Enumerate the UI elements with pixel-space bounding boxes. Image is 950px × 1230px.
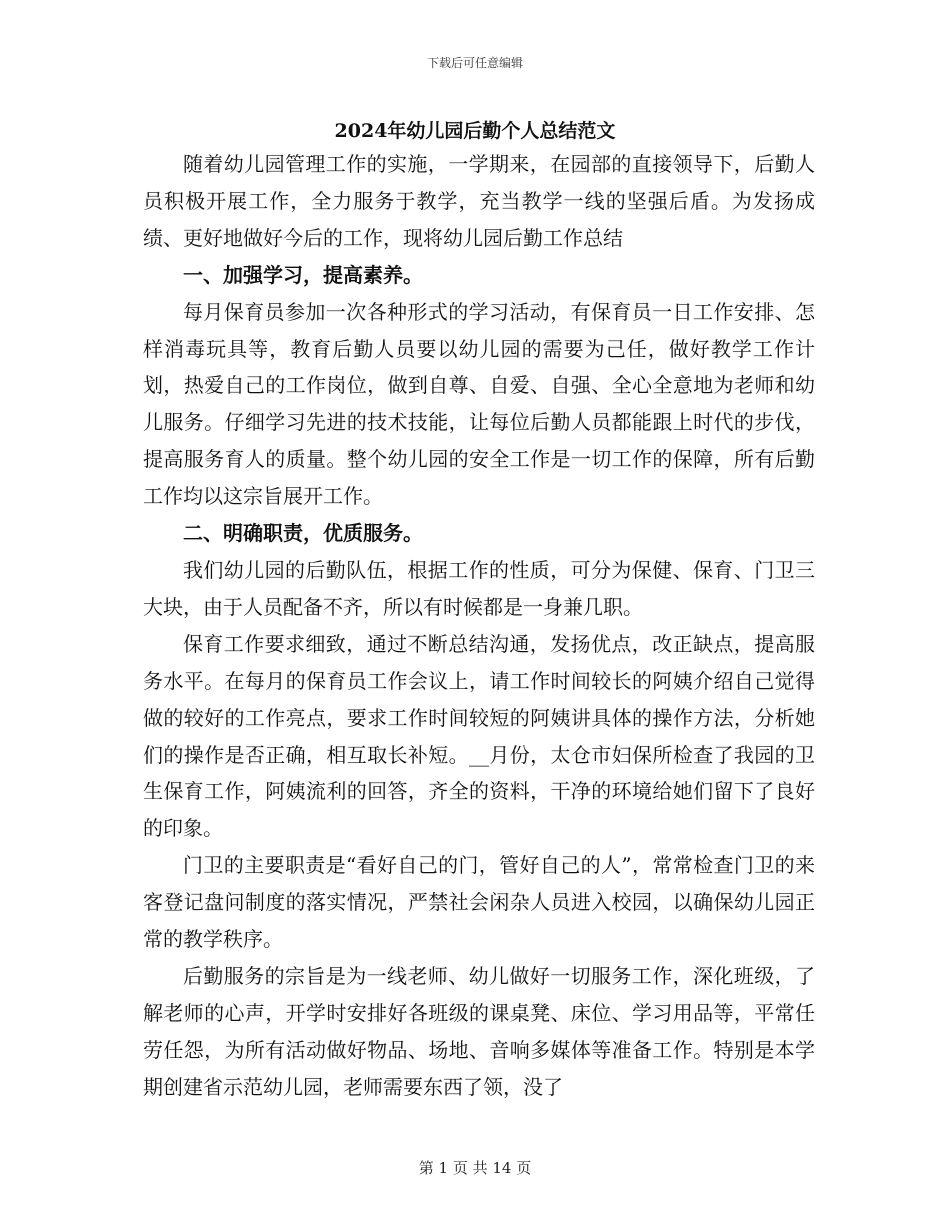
section2-paragraph-1: 我们幼儿园的后勤队伍，根据工作的性质，可分为保健、保育、门卫三大块，由于人员配备不齐，所以有时候都是一身兼几职。 [143,557,815,619]
section2-paragraph-2: 保育工作要求细致，通过不断总结沟通，发扬优点，改正缺点，提高服务水平。在每月的保育员工作会议上，请工作时间较长的阿姨介绍自己觉得做的较好的工作亮点，要求工作时间较短的阿姨讲具体的操作方法，分析她们的操作是否正确，相互取长补短。__月份，太仓市妇保所检查了我园的卫生保育工作，阿姨流利的回答，齐全的资料，干净的环境给她们留下了良好的印象。 [143,631,815,841]
section2-paragraph-3: 门卫的主要职责是“看好自己的门，管好自己的人”，常常检查门卫的来客登记盘问制度的落实情况，严禁社会闲杂人员进入校园，以确保幼儿园正常的教学秩序。 [143,853,815,952]
section-heading-2: 二、明确职责，优质服务。 [183,521,423,546]
page-number-footer: 第 1 页 共 14 页 [418,1159,532,1177]
section2-paragraph-4: 后勤服务的宗旨是为一线老师、幼儿做好一切服务工作，深化班级，了解老师的心声，开学时安排好各班级的课桌凳、床位、学习用品等，平常任劳任怨，为所有活动做好物品、场地、音响多媒体等准备工作。特别是本学期创建省示范幼儿园，老师需要东西了领，没了 [143,963,815,1099]
document-body [143,146,815,1106]
intro-paragraph: 随着幼儿园管理工作的实施，一学期来，在园部的直接领导下，后勤人员积极开展工作，全力服务于教学，充当教学一线的坚强后盾。为发扬成绩、更好地做好今后的工作，现将幼儿园后勤工作总结 [143,152,815,250]
section-heading-1: 一、加强学习，提高素养。 [183,262,423,287]
section1-paragraph-1: 每月保育员参加一次各种形式的学习活动，有保育员一日工作安排、怎样消毒玩具等，教育后勤人员要以幼儿园的需要为己任，做好教学工作计划，热爱自己的工作岗位，做到自尊、自爱、自强、全心全意地为老师和幼儿服务。仔细学习先进的技术技能，让每位后勤人员都能跟上时代的步伐，提高服务育人的质量。整个幼儿园的安全工作是一切工作的保障，所有后勤工作均以这宗旨展开工作。 [143,299,815,509]
document-title: 2024年幼儿园后勤个人总结范文 [334,120,616,142]
page-header-note: 下载后可任意编辑 [426,56,523,70]
